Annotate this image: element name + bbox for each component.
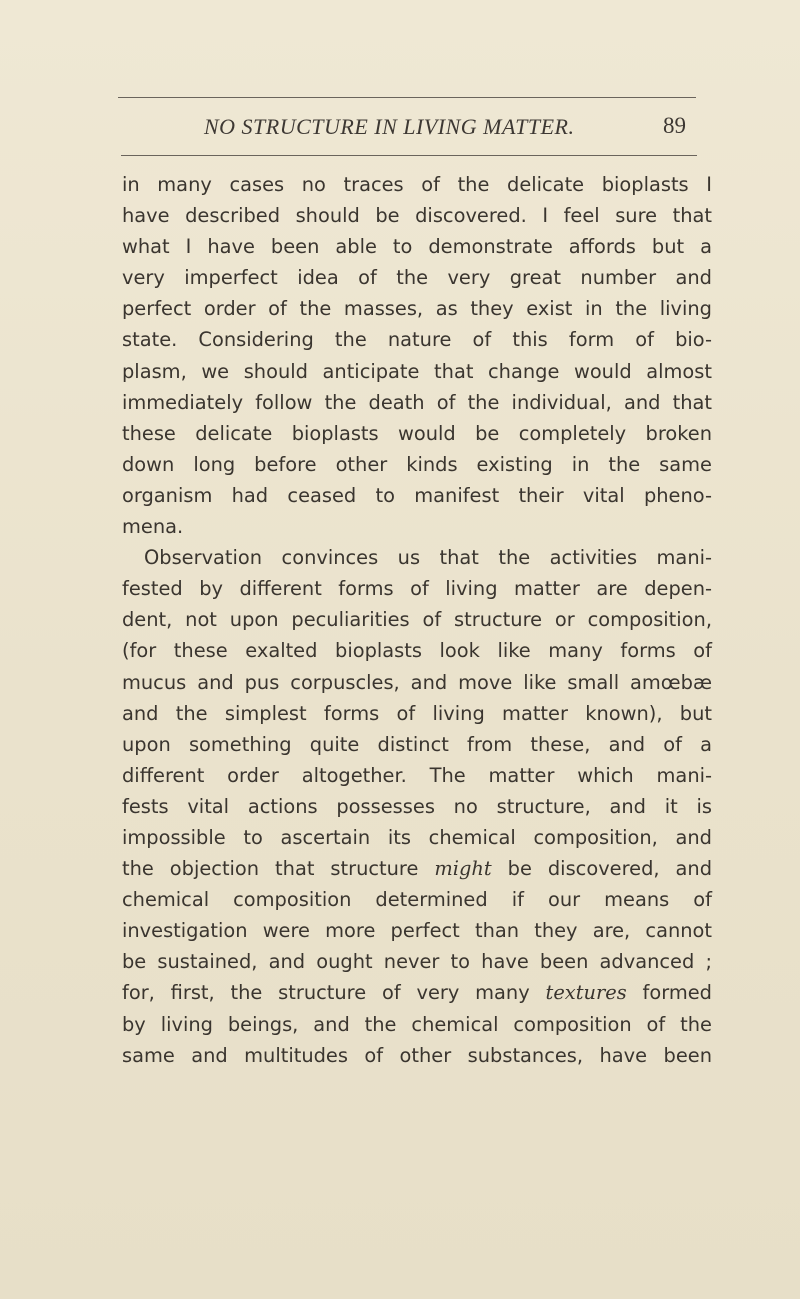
- text-line: plasm, we should anticipate that change would almost: [122, 359, 712, 383]
- text-line: fested by different forms of living matter are depen-: [122, 577, 712, 601]
- text-line-with-italic: [122, 977, 712, 1008]
- paragraph-end-line: mena.: [122, 515, 184, 539]
- text-line: upon something quite distinct from these, and of a: [122, 732, 712, 756]
- text-line: state. Considering the nature of this form of bio-: [122, 328, 712, 352]
- text-line: different order altogether. The matter which mani-: [122, 763, 712, 787]
- text-line: chemical composition determined if our means of: [122, 888, 712, 912]
- text-line: mucus and pus corpuscles, and move like small amœbæ: [122, 670, 712, 694]
- text-line-with-italic: [122, 853, 712, 884]
- text-line: in many cases no traces of the delicate bioplasts I: [122, 173, 712, 196]
- text-line: organism had ceased to manifest their vital pheno-: [122, 483, 712, 507]
- paragraph-start-line: Observation convinces us that the activities mani-: [144, 546, 712, 570]
- text-line: down long before other kinds existing in the same: [122, 452, 712, 476]
- text-line: have described should be discovered. I feel sure that: [122, 204, 712, 228]
- text-line: very imperfect idea of the very great number and: [122, 266, 712, 290]
- body-text: [122, 169, 712, 1071]
- text-line: same and multitudes of other substances, have been: [122, 1043, 712, 1067]
- text-line: dent, not upon peculiarities of structure or composition,: [122, 608, 712, 632]
- page-number: 89: [663, 113, 686, 138]
- text-line: fests vital actions possesses no structure, and it is: [122, 794, 712, 818]
- text-segment: the objection that structure: [122, 857, 435, 881]
- text-line: investigation were more perfect than they are, cannot: [122, 919, 712, 943]
- text-line: what I have been able to demonstrate affords but a: [122, 235, 712, 259]
- text-line: (for these exalted bioplasts look like many forms of: [122, 639, 712, 663]
- text-line: be sustained, and ought never to have been advanced ;: [122, 950, 712, 974]
- text-segment: formed: [626, 981, 712, 1005]
- running-title: NO STRUCTURE IN LIVING MATTER.: [204, 114, 575, 139]
- running-header: [120, 112, 700, 144]
- header-rule-top: [118, 97, 696, 98]
- text-line: and the simplest forms of living matter known), but: [122, 701, 712, 725]
- text-segment: for, first, the structure of very many: [122, 981, 546, 1005]
- text-line: immediately follow the death of the individual, and that: [122, 390, 712, 414]
- text-line: these delicate bioplasts would be completely broken: [122, 421, 712, 445]
- italic-word: might: [434, 857, 492, 881]
- text-line: by living beings, and the chemical composition of the: [122, 1012, 712, 1036]
- header-rule-bottom: [121, 155, 697, 156]
- text-line: perfect order of the masses, as they exist in the living: [122, 297, 712, 321]
- italic-word: textures: [545, 981, 627, 1005]
- text-line: impossible to ascertain its chemical composition, and: [122, 825, 712, 849]
- text-segment: be discovered, and: [491, 857, 712, 881]
